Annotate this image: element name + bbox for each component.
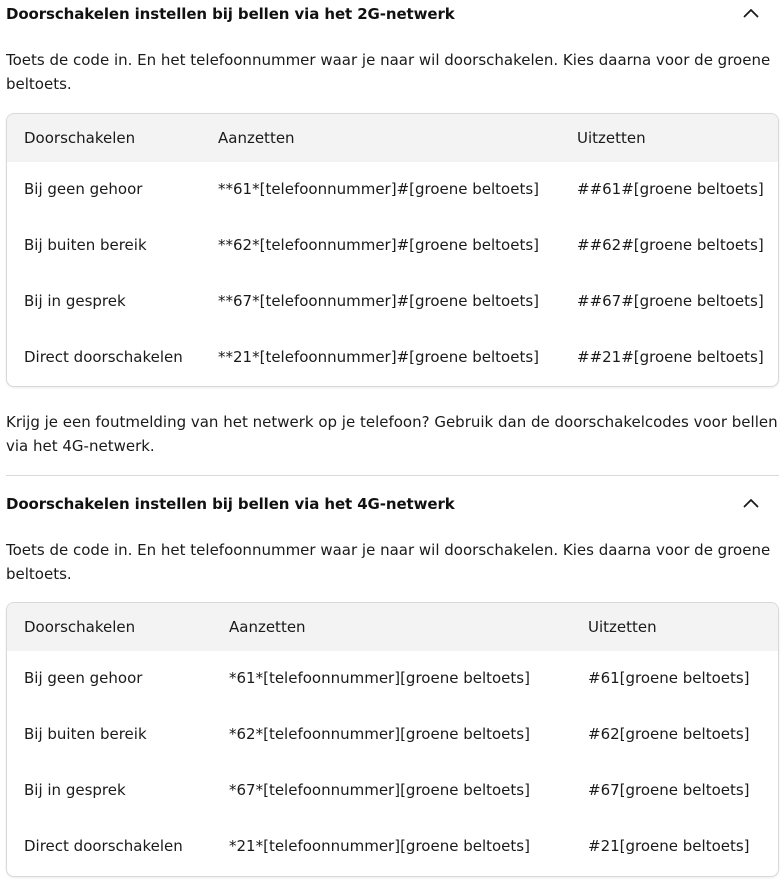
accordion-2g (6, 0, 779, 455)
row-off-code: ##67#[groene beltoets] (577, 292, 764, 310)
section-divider (6, 475, 779, 476)
header-uitzetten: Uitzetten (577, 129, 646, 147)
accordion-title-2g: Doorschakelen instellen bij bellen via het 2G-netwerk (6, 5, 455, 23)
accordion-title-4g: Doorschakelen instellen bij bellen via het 4G-netwerk (6, 495, 455, 513)
table-row (7, 707, 778, 763)
row-type: Bij geen gehoor (24, 669, 143, 687)
intro-text-2g: Toets de code in. En het telefoonnummer waar je naar wil doorschakelen. Kies daarna voor de groene beltoets. (6, 51, 771, 93)
table-row (7, 819, 778, 875)
row-on-code: *62*[telefoonnummer][groene beltoets] (229, 725, 530, 743)
row-on-code: *67*[telefoonnummer][groene beltoets] (229, 781, 530, 799)
chevron-up-icon[interactable] (743, 498, 759, 510)
chevron-up-icon[interactable] (743, 8, 759, 20)
row-off-code: ##61#[groene beltoets] (577, 180, 764, 198)
row-type: Direct doorschakelen (24, 348, 183, 366)
header-aanzetten: Aanzetten (218, 129, 295, 147)
row-off-code: ##62#[groene beltoets] (577, 236, 764, 254)
row-type: Direct doorschakelen (24, 837, 183, 855)
row-on-code: **61*[telefoonnummer]#[groene beltoets] (218, 180, 540, 198)
row-on-code: **21*[telefoonnummer]#[groene beltoets] (218, 348, 540, 366)
row-on-code: *21*[telefoonnummer][groene beltoets] (229, 837, 530, 855)
table-header (7, 114, 778, 162)
accordion-header-2g[interactable] (6, 0, 779, 30)
table-row (7, 763, 778, 819)
row-off-code: #61[groene beltoets] (588, 669, 750, 687)
row-off-code: #62[groene beltoets] (588, 725, 750, 743)
row-on-code: **67*[telefoonnummer]#[groene beltoets] (218, 292, 540, 310)
row-type: Bij buiten bereik (24, 236, 147, 254)
table-header (7, 603, 778, 651)
header-doorschakelen: Doorschakelen (24, 129, 136, 147)
table-row (7, 330, 778, 386)
codes-table-4g (6, 602, 779, 877)
row-on-code: **62*[telefoonnummer]#[groene beltoets] (218, 236, 540, 254)
row-type: Bij buiten bereik (24, 725, 147, 743)
error-note: Krijg je een foutmelding van het netwerk op je telefoon? Gebruik dan de doorschakelcodes voor bellen via het 4G-netwerk. (6, 413, 778, 455)
codes-table-2g (6, 113, 779, 387)
table-row (7, 218, 778, 274)
table-row (7, 274, 778, 330)
header-uitzetten: Uitzetten (588, 618, 657, 636)
accordion-header-4g[interactable] (6, 490, 779, 520)
table-row (7, 651, 778, 707)
header-doorschakelen: Doorschakelen (24, 618, 136, 636)
row-off-code: ##21#[groene beltoets] (577, 348, 764, 366)
row-type: Bij geen gehoor (24, 180, 143, 198)
row-off-code: #21[groene beltoets] (588, 837, 750, 855)
row-type: Bij in gesprek (24, 292, 126, 310)
accordion-4g (6, 490, 779, 855)
intro-text-4g: Toets de code in. En het telefoonnummer waar je naar wil doorschakelen. Kies daarna voor de groene beltoets. (6, 541, 771, 583)
header-aanzetten: Aanzetten (229, 618, 306, 636)
table-row (7, 162, 778, 218)
row-type: Bij in gesprek (24, 781, 126, 799)
row-off-code: #67[groene beltoets] (588, 781, 750, 799)
row-on-code: *61*[telefoonnummer][groene beltoets] (229, 669, 530, 687)
